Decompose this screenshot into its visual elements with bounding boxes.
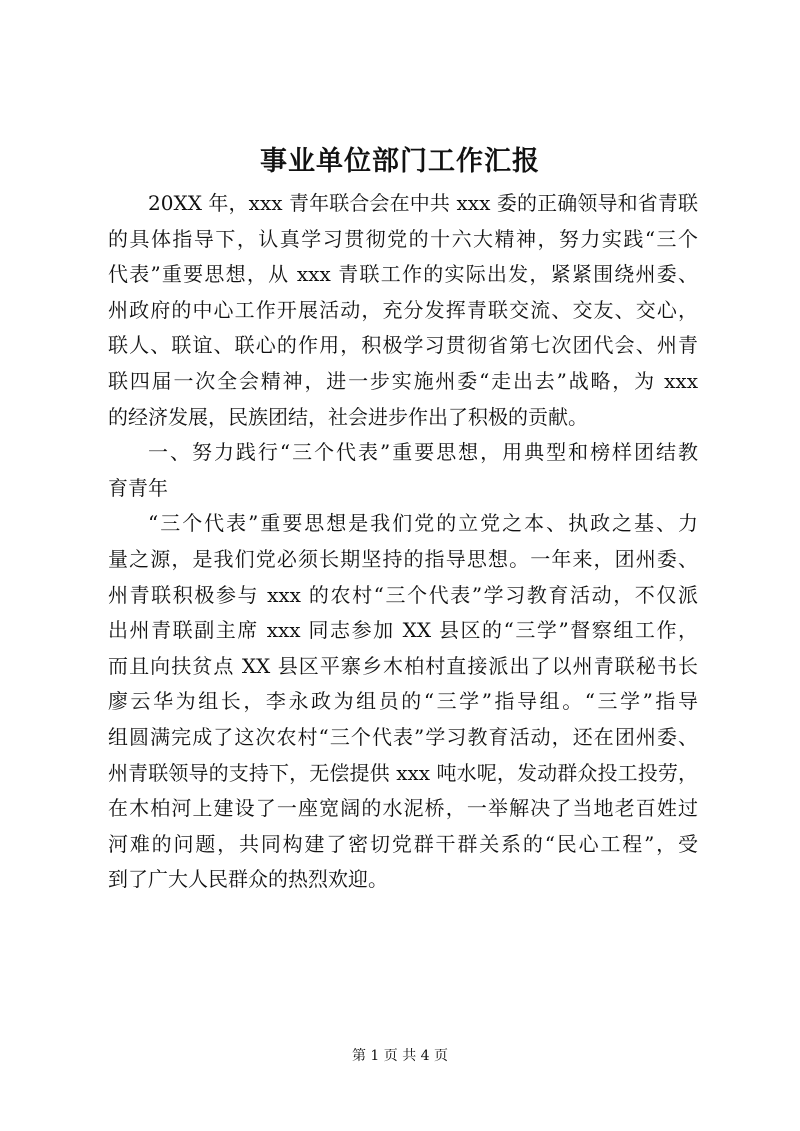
paragraph-1-line: 的经济发展，民族团结，社会进步作出了积极的贡献。: [108, 404, 588, 429]
paragraph-2-line: 在木柏河上建设了一座宽阔的水泥桥，一举解决了当地老百姓过: [108, 796, 698, 821]
paragraph-2-line: 河难的问题，共同构建了密切党群干群关系的“民心工程”，受: [108, 831, 698, 856]
paragraph-2-line: 出州青联副主席 xxx 同志参加 XX 县区的“三学”督察组工作，: [108, 618, 698, 643]
paragraph-2-line: “三个代表”重要思想是我们党的立党之本、执政之基、力: [148, 511, 698, 536]
paragraph-1-line: 代表”重要思想，从 xxx 青联工作的实际出发，紧紧围绕州委、: [108, 262, 698, 287]
page-number-footer: 第 1 页 共 4 页: [351, 1048, 449, 1064]
paragraph-2-line: 而且向扶贫点 XX 县区平寨乡木柏村直接派出了以州青联秘书长: [108, 653, 698, 678]
document-title: 事业单位部门工作汇报: [260, 146, 540, 177]
paragraph-2-line: 廖云华为组长，李永政为组员的“三学”指导组。“三学”指导: [108, 689, 698, 714]
paragraph-2-line: 组圆满完成了这次农村“三个代表”学习教育活动，还在团州委、: [108, 724, 698, 749]
document-body: [108, 186, 698, 898]
paragraph-2-line: 州青联积极参与 xxx 的农村“三个代表”学习教育活动，不仅派: [108, 582, 698, 607]
paragraph-1-line: 州政府的中心工作开展活动，充分发挥青联交流、交友、交心，: [108, 297, 698, 322]
paragraph-2-line: 到了广大人民群众的热烈欢迎。: [108, 867, 388, 892]
section-heading-line: 一、努力践行“三个代表”重要思想，用典型和榜样团结教: [148, 440, 698, 465]
section-heading-line: 育青年: [108, 475, 168, 500]
paragraph-1-line: 联人、联谊、联心的作用，积极学习贯彻省第七次团代会、州青: [108, 333, 698, 358]
paragraph-1-line: 的具体指导下，认真学习贯彻党的十六大精神，努力实践“三个: [108, 226, 698, 251]
paragraph-1-line: 20XX 年，xxx 青年联合会在中共 xxx 委的正确领导和省青联: [148, 191, 698, 215]
paragraph-2-line: 量之源，是我们党必须长期坚持的指导思想。一年来，团州委、: [108, 546, 698, 571]
paragraph-2-line: 州青联领导的支持下，无偿提供 xxx 吨水呢，发动群众投工投劳，: [108, 760, 698, 785]
paragraph-1-line: 联四届一次全会精神，进一步实施州委“走出去”战略，为 xxx: [108, 368, 698, 393]
